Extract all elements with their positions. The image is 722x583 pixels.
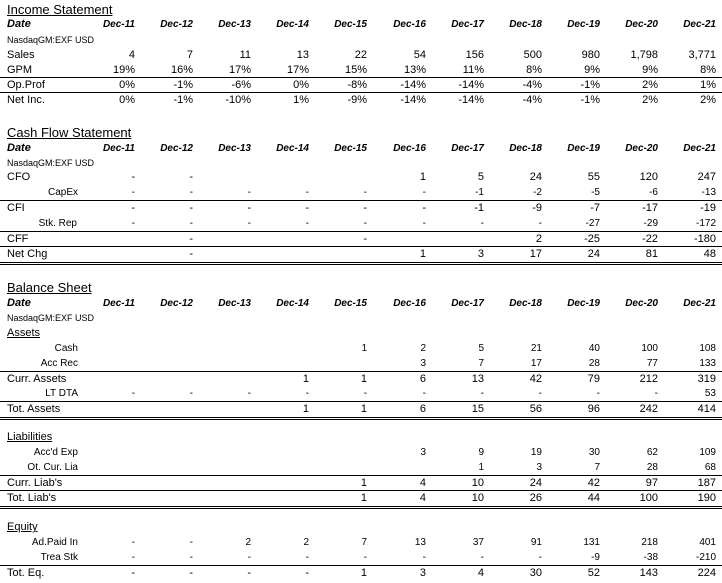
cell-value: -: [538, 552, 542, 563]
cashflow-source-label: NasdaqGM:EXF USD: [7, 158, 95, 168]
cell-value: -2: [533, 187, 542, 198]
cell-value: 28: [646, 462, 658, 473]
cell-value: 319: [697, 373, 716, 385]
cell-value: -25: [584, 233, 600, 245]
cell-value: -14%: [458, 94, 484, 106]
balance-row-currliab: [0, 475, 722, 491]
row-label: Trea Stk: [40, 552, 78, 563]
income-row-opprof: [0, 77, 722, 93]
cell-value: 7: [478, 358, 484, 369]
cell-value: -: [363, 552, 367, 563]
cell-value: -: [422, 552, 426, 563]
cell-value: 218: [641, 537, 658, 548]
cell-value: 10: [471, 477, 484, 489]
cell-value: -19: [700, 202, 716, 214]
cashflow-row-netchg: [0, 246, 722, 265]
cell-value: -: [189, 187, 193, 198]
cell-value: -180: [693, 233, 716, 245]
column-header: Dec-15: [334, 298, 367, 309]
column-header: Dec-17: [451, 143, 484, 154]
cell-value: 3: [419, 567, 426, 579]
cell-value: 0%: [119, 94, 135, 106]
row-label: CFI: [7, 202, 25, 214]
cell-value: -9%: [347, 94, 367, 106]
cell-value: 54: [413, 49, 426, 61]
cell-value: -: [247, 552, 251, 563]
row-label: Tot. Liab's: [7, 492, 57, 504]
cell-value: 28: [588, 358, 600, 369]
cell-value: -: [305, 187, 309, 198]
cell-value: -: [131, 171, 135, 183]
cell-value: 56: [529, 403, 542, 415]
cell-value: 3: [477, 248, 484, 260]
row-label: LT DTA: [45, 388, 78, 399]
column-header: Dec-20: [625, 19, 658, 30]
cell-value: -: [131, 187, 135, 198]
cell-value: -: [247, 567, 251, 579]
cell-value: 242: [639, 403, 658, 415]
balance-row-totliab: [0, 490, 722, 509]
cell-value: 11%: [462, 64, 484, 76]
cell-value: 77: [646, 358, 658, 369]
cell-value: -: [305, 388, 309, 399]
column-header: Dec-21: [683, 298, 716, 309]
cashflow-row-cfi: [0, 200, 722, 216]
cell-value: 414: [697, 403, 716, 415]
cell-value: 55: [587, 171, 600, 183]
cell-value: -13: [701, 187, 716, 198]
column-header: Dec-11: [102, 298, 135, 309]
row-label: CFO: [7, 171, 31, 183]
row-label: Tot. Eq.: [7, 567, 45, 579]
cell-value: 17%: [286, 64, 309, 76]
cell-value: -27: [585, 218, 600, 229]
cell-value: 21: [530, 343, 542, 354]
column-header: Dec-14: [276, 298, 309, 309]
balance-source-label: NasdaqGM:EXF USD: [7, 313, 95, 323]
cell-value: -1%: [580, 94, 600, 106]
cell-value: -: [189, 233, 193, 245]
cashflow-row-stkrep: [0, 216, 722, 231]
cell-value: 9%: [584, 64, 600, 76]
cell-value: -: [189, 567, 193, 579]
income-row-gpm: [0, 63, 722, 78]
row-label: Tot. Assets: [7, 403, 61, 415]
cell-value: -: [189, 202, 193, 214]
cell-value: -: [596, 388, 600, 399]
cell-value: -: [131, 388, 135, 399]
cell-value: 9: [478, 447, 484, 458]
cell-value: 6: [419, 403, 426, 415]
cell-value: 11: [239, 49, 251, 61]
cell-value: -8%: [347, 79, 367, 91]
row-label: Ad.Paid In: [31, 537, 78, 548]
date-label: Date: [7, 18, 31, 30]
column-header: Dec-17: [451, 298, 484, 309]
row-label: Cash: [54, 343, 78, 354]
cell-value: -: [189, 388, 193, 399]
column-header: Dec-20: [625, 298, 658, 309]
cell-value: 17: [530, 358, 542, 369]
cell-value: -210: [695, 552, 716, 563]
cell-value: -14%: [400, 94, 426, 106]
cell-value: 5: [478, 343, 484, 354]
cell-value: 224: [697, 567, 716, 579]
row-label: Net Chg: [7, 248, 48, 260]
cell-value: -1: [474, 202, 484, 214]
cell-value: 4: [419, 492, 426, 504]
cell-value: -: [363, 202, 367, 214]
cell-value: -: [305, 202, 309, 214]
cell-value: -: [422, 218, 426, 229]
cell-value: -7: [590, 202, 600, 214]
row-label: GPM: [7, 64, 33, 76]
cell-value: -: [422, 187, 426, 198]
cell-value: -: [305, 567, 309, 579]
cell-value: -1: [475, 187, 484, 198]
cell-value: 3: [420, 447, 426, 458]
income-row-sales: [0, 48, 722, 63]
cell-value: 15%: [344, 64, 367, 76]
cell-value: -: [480, 552, 484, 563]
cell-value: 100: [639, 492, 658, 504]
cell-value: 980: [581, 49, 600, 61]
cell-value: 5: [477, 171, 484, 183]
cell-value: -38: [643, 552, 658, 563]
cell-value: -: [189, 537, 193, 548]
cell-value: 30: [529, 567, 542, 579]
balance-row-totassets: [0, 401, 722, 420]
column-header: Dec-21: [683, 143, 716, 154]
cell-value: 19: [530, 447, 542, 458]
cell-value: 1: [302, 403, 309, 415]
cell-value: -10%: [225, 94, 251, 106]
balance-row-accdexp: [0, 445, 722, 460]
cell-value: 120: [639, 171, 658, 183]
cell-value: 9%: [642, 64, 658, 76]
cashflow-header-row: [0, 141, 722, 156]
cell-value: 4: [128, 49, 135, 61]
cell-value: 37: [472, 537, 484, 548]
cell-value: 2: [245, 537, 251, 548]
cell-value: -9: [591, 552, 600, 563]
cell-value: -: [189, 248, 193, 260]
cell-value: 401: [699, 537, 716, 548]
cell-value: 1: [361, 343, 367, 354]
cell-value: -4%: [522, 94, 542, 106]
balance-row-adpaid: [0, 535, 722, 550]
cell-value: -: [247, 202, 251, 214]
cell-value: -: [422, 388, 426, 399]
cell-value: 91: [530, 537, 542, 548]
income-row-netinc: [0, 92, 722, 108]
cell-value: -6: [649, 187, 658, 198]
cell-value: 68: [704, 462, 716, 473]
cell-value: 0%: [119, 79, 135, 91]
column-header: Dec-11: [102, 143, 135, 154]
cell-value: 8%: [700, 64, 716, 76]
column-header: Dec-16: [393, 19, 426, 30]
cell-value: 40: [588, 343, 600, 354]
cell-value: 2%: [642, 79, 658, 91]
cell-value: -22: [642, 233, 658, 245]
column-header: Dec-18: [509, 19, 542, 30]
cell-value: 143: [639, 567, 658, 579]
cell-value: 42: [529, 373, 542, 385]
cashflow-row-cfo: [0, 170, 722, 185]
cell-value: 1: [419, 248, 426, 260]
cell-value: 24: [529, 477, 542, 489]
cell-value: -14%: [400, 79, 426, 91]
cell-value: 0%: [293, 79, 309, 91]
column-header: Dec-12: [160, 143, 193, 154]
cell-value: 108: [699, 343, 716, 354]
cell-value: 1: [360, 567, 367, 579]
row-label: Curr. Assets: [7, 373, 67, 385]
assets-heading: Assets: [7, 327, 41, 339]
column-header: Dec-14: [276, 19, 309, 30]
cell-value: -6%: [231, 79, 251, 91]
cell-value: 131: [583, 537, 600, 548]
cell-value: 2: [420, 343, 426, 354]
column-header: Dec-16: [393, 143, 426, 154]
column-header: Dec-11: [102, 19, 135, 30]
cell-value: 62: [646, 447, 658, 458]
column-header: Dec-18: [509, 143, 542, 154]
cell-value: 2%: [700, 94, 716, 106]
cell-value: 156: [465, 49, 484, 61]
cell-value: -: [189, 552, 193, 563]
cell-value: -14%: [458, 79, 484, 91]
row-label: Sales: [7, 49, 35, 61]
cell-value: -1%: [173, 79, 193, 91]
income-statement-title: Income Statement: [7, 2, 113, 17]
column-header: Dec-17: [451, 19, 484, 30]
cell-value: 19%: [112, 64, 135, 76]
cell-value: 4: [477, 567, 484, 579]
cell-value: 24: [529, 171, 542, 183]
cell-value: 97: [645, 477, 658, 489]
cell-value: 1: [360, 373, 367, 385]
cell-value: 42: [587, 477, 600, 489]
cell-value: 3,771: [688, 49, 716, 61]
cell-value: -: [538, 388, 542, 399]
cell-value: 8%: [526, 64, 542, 76]
row-label: Net Inc.: [7, 94, 45, 106]
column-header: Dec-18: [509, 298, 542, 309]
cell-value: 100: [641, 343, 658, 354]
cell-value: 79: [587, 373, 600, 385]
cell-value: -17: [642, 202, 658, 214]
cell-value: -: [131, 567, 135, 579]
date-label: Date: [7, 297, 31, 309]
cell-value: 7: [594, 462, 600, 473]
cell-value: 2: [535, 233, 542, 245]
row-label: Op.Prof: [7, 79, 45, 91]
cashflow-row-capex: [0, 185, 722, 200]
balance-header-row: [0, 296, 722, 311]
cell-value: -1%: [173, 94, 193, 106]
date-label: Date: [7, 142, 31, 154]
column-header: Dec-15: [334, 19, 367, 30]
cell-value: -: [189, 218, 193, 229]
cell-value: 1: [360, 403, 367, 415]
cell-value: 44: [587, 492, 600, 504]
cell-value: -: [131, 218, 135, 229]
balance-row-toteq: [0, 565, 722, 581]
cell-value: 1: [360, 477, 367, 489]
cell-value: 13: [414, 537, 426, 548]
cell-value: -: [247, 187, 251, 198]
cell-value: 1: [360, 492, 367, 504]
balance-row-ltdta: [0, 386, 722, 401]
cell-value: -: [131, 552, 135, 563]
cell-value: 133: [699, 358, 716, 369]
cell-value: -: [363, 187, 367, 198]
row-label: CapEx: [47, 187, 78, 198]
balance-row-treastk: [0, 550, 722, 565]
cell-value: 17%: [228, 64, 251, 76]
column-header: Dec-20: [625, 143, 658, 154]
row-label: Stk. Rep: [38, 218, 77, 229]
cell-value: -: [189, 171, 193, 183]
cell-value: -: [654, 388, 658, 399]
cell-value: 24: [587, 248, 600, 260]
cell-value: -: [538, 218, 542, 229]
liabilities-heading: Liabilities: [7, 431, 53, 443]
cell-value: 16%: [170, 64, 193, 76]
cell-value: 1: [478, 462, 484, 473]
cell-value: 17: [529, 248, 542, 260]
cell-value: 247: [697, 171, 716, 183]
cell-value: -: [480, 388, 484, 399]
cell-value: 500: [523, 49, 542, 61]
column-header: Dec-16: [393, 298, 426, 309]
column-header: Dec-13: [218, 298, 251, 309]
cell-value: -: [422, 202, 426, 214]
income-header-row: [0, 17, 722, 32]
equity-heading: Equity: [7, 521, 38, 533]
column-header: Dec-21: [683, 19, 716, 30]
cell-value: -172: [695, 218, 716, 229]
cell-value: 48: [703, 248, 716, 260]
column-header: Dec-14: [276, 143, 309, 154]
cell-value: 2%: [642, 94, 658, 106]
balance-row-cash: [0, 341, 722, 356]
cell-value: 96: [587, 403, 600, 415]
cell-value: 3: [420, 358, 426, 369]
cell-value: 187: [697, 477, 716, 489]
balance-row-otcur: [0, 460, 722, 475]
cell-value: -: [363, 218, 367, 229]
balance-row-currassets: [0, 371, 722, 387]
cell-value: 53: [704, 388, 716, 399]
cell-value: 22: [354, 49, 367, 61]
cell-value: 2: [303, 537, 309, 548]
cell-value: -29: [643, 218, 658, 229]
row-label: Acc'd Exp: [33, 447, 78, 458]
cell-value: 6: [419, 373, 426, 385]
row-label: Curr. Liab's: [7, 477, 63, 489]
cell-value: 212: [639, 373, 658, 385]
cell-value: -: [305, 218, 309, 229]
cell-value: 3: [536, 462, 542, 473]
row-label: Ot. Cur. Lia: [27, 462, 78, 473]
column-header: Dec-19: [567, 143, 600, 154]
cell-value: -: [363, 388, 367, 399]
cell-value: 81: [645, 248, 658, 260]
cell-value: -5: [591, 187, 600, 198]
cell-value: 52: [587, 567, 600, 579]
income-source-label: NasdaqGM:EXF USD: [7, 35, 95, 45]
cell-value: 13: [296, 49, 309, 61]
column-header: Dec-19: [567, 19, 600, 30]
cell-value: 10: [471, 492, 484, 504]
cell-value: -: [131, 537, 135, 548]
cell-value: 30: [588, 447, 600, 458]
row-label: CFF: [7, 233, 29, 245]
balance-sheet-title: Balance Sheet: [7, 280, 92, 295]
cell-value: 7: [361, 537, 367, 548]
cell-value: 26: [529, 492, 542, 504]
row-label: Acc Rec: [40, 358, 78, 369]
cell-value: -4%: [522, 79, 542, 91]
cell-value: 13: [471, 373, 484, 385]
cell-value: 1: [302, 373, 309, 385]
cell-value: 1,798: [630, 49, 658, 61]
column-header: Dec-13: [218, 19, 251, 30]
cashflow-row-cff: [0, 231, 722, 247]
cell-value: -: [305, 552, 309, 563]
column-header: Dec-13: [218, 143, 251, 154]
cell-value: 1%: [700, 79, 716, 91]
column-header: Dec-12: [160, 19, 193, 30]
cell-value: -1%: [580, 79, 600, 91]
cell-value: 109: [699, 447, 716, 458]
cell-value: 4: [419, 477, 426, 489]
cell-value: -9: [532, 202, 542, 214]
cell-value: 7: [186, 49, 193, 61]
cell-value: 15: [471, 403, 484, 415]
cell-value: -: [363, 233, 367, 245]
cell-value: -: [131, 202, 135, 214]
cell-value: 13%: [403, 64, 426, 76]
column-header: Dec-19: [567, 298, 600, 309]
balance-row-accrec: [0, 356, 722, 371]
cell-value: -: [247, 388, 251, 399]
cell-value: 1: [419, 171, 426, 183]
cell-value: 1%: [293, 94, 309, 106]
cell-value: -: [247, 218, 251, 229]
cashflow-title: Cash Flow Statement: [7, 125, 132, 140]
column-header: Dec-12: [160, 298, 193, 309]
cell-value: 190: [697, 492, 716, 504]
cell-value: -: [480, 218, 484, 229]
column-header: Dec-15: [334, 143, 367, 154]
